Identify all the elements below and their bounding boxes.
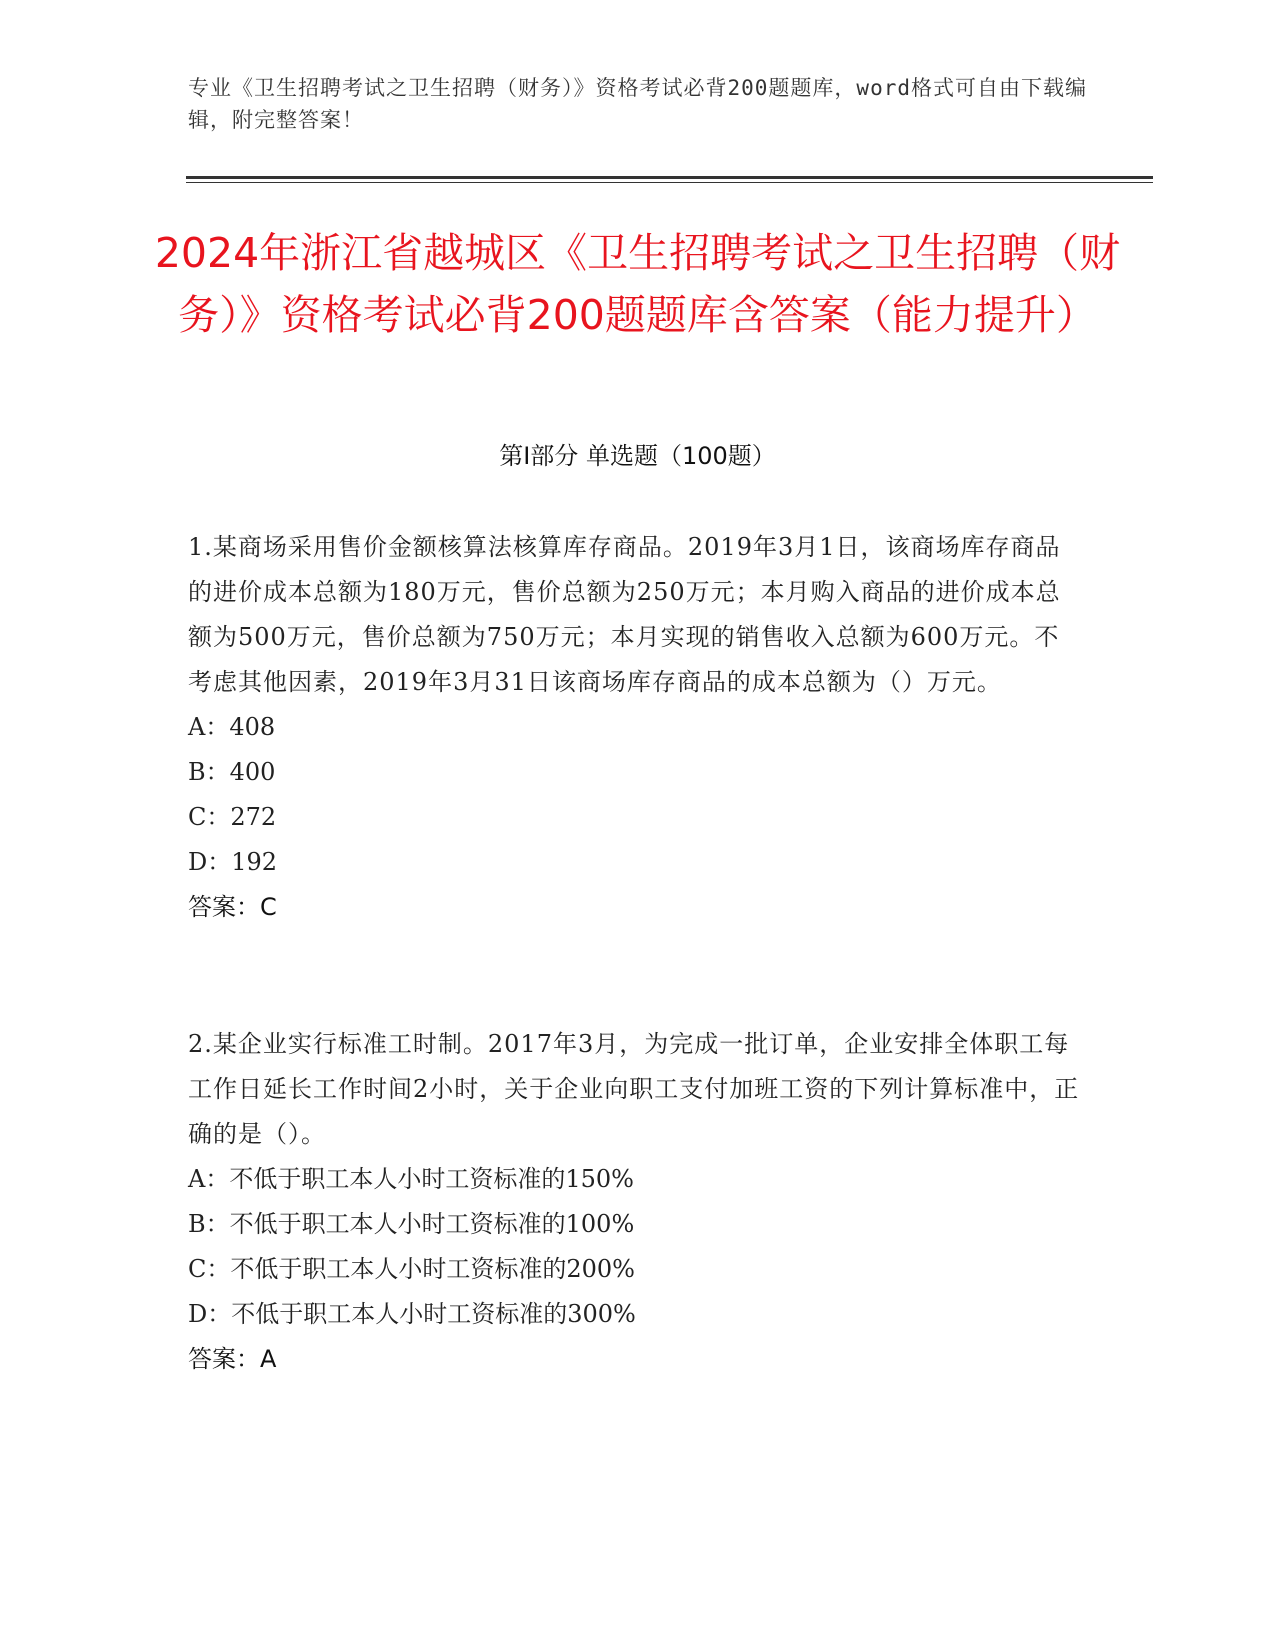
section-heading: 第I部分 单选题（100题） bbox=[499, 442, 776, 470]
option-b: B：不低于职工本人小时工资标准的100% bbox=[188, 1210, 635, 1238]
question-1 bbox=[188, 525, 1083, 930]
option-a: A：不低于职工本人小时工资标准的150% bbox=[188, 1165, 634, 1193]
option-d: D：192 bbox=[188, 848, 278, 876]
header-divider-thin bbox=[186, 182, 1153, 183]
option-c: C：272 bbox=[188, 803, 277, 831]
answer: 答案：A bbox=[188, 1345, 277, 1373]
header-note: 专业《卫生招聘考试之卫生招聘（财务）》资格考试必背200题题库，word格式可自由下载编辑，附完整答案！ bbox=[188, 76, 1087, 132]
question-stem: 2.某企业实行标准工时制。2017年3月，为完成一批订单，企业安排全体职工每工作日延长工作时间2小时，关于企业向职工支付加班工资的下列计算标准中，正确的是（）。 bbox=[188, 1030, 1080, 1148]
question-stem: 1.某商场采用售价金额核算法核算库存商品。2019年3月1日，该商场库存商品的进价成本总额为180万元，售价总额为250万元；本月购入商品的进价成本总额为500万元，售价总额为750万元；本月实现的销售收入总额为600万元。不考虑其他因素，2019年3月31日该商场库存商品的成本总额为（）万元。 bbox=[188, 533, 1061, 696]
question-2 bbox=[188, 1022, 1083, 1382]
option-b: B：400 bbox=[188, 758, 276, 786]
header-divider-thick bbox=[186, 176, 1153, 179]
option-a: A：408 bbox=[188, 713, 276, 741]
document-title: 2024年浙江省越城区《卫生招聘考试之卫生招聘（财务）》资格考试必背200题题库含答案（能力提升） bbox=[154, 229, 1121, 339]
option-c: C：不低于职工本人小时工资标准的200% bbox=[188, 1255, 635, 1283]
option-d: D：不低于职工本人小时工资标准的300% bbox=[188, 1300, 636, 1328]
answer: 答案：C bbox=[188, 893, 277, 921]
